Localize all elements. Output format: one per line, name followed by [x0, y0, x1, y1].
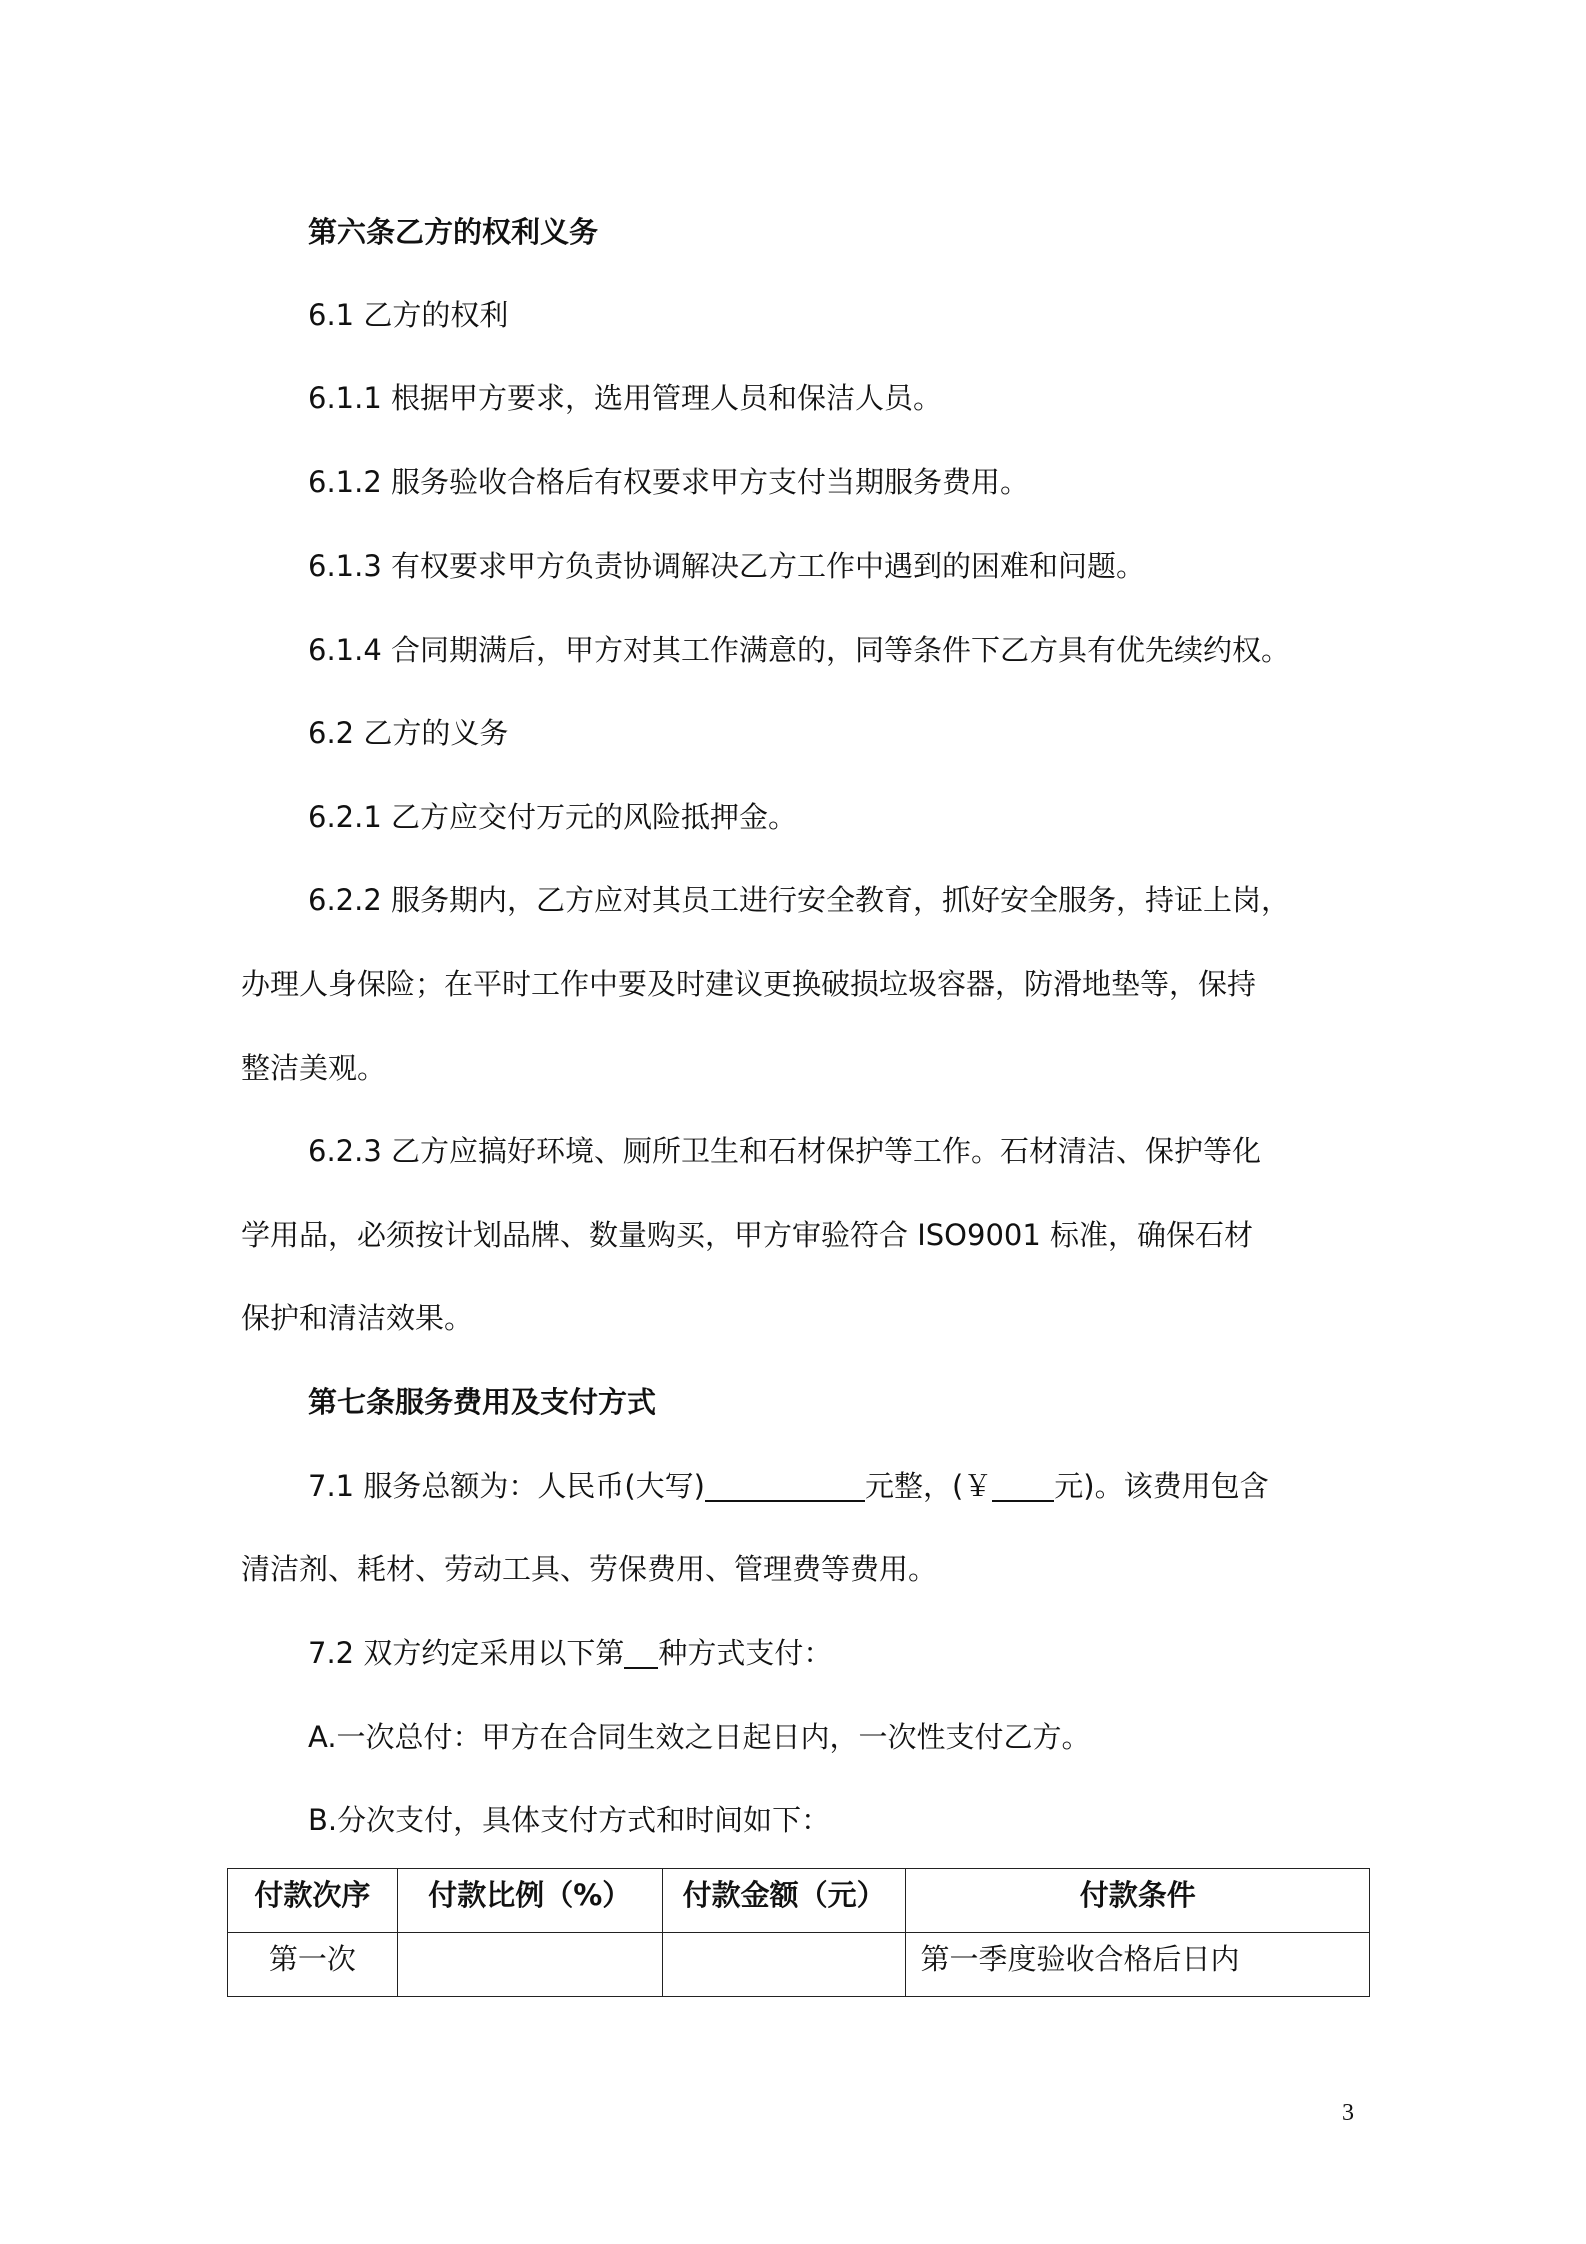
payment-table	[227, 1868, 1370, 1997]
clause-6-2-3-line3: 保护和清洁效果。	[241, 1301, 474, 1335]
clause-7-1-text-a: 7.1 服务总额为：人民币(大写)	[308, 1469, 705, 1503]
cell-condition: 第一季度验收合格后日内	[906, 1933, 1370, 1997]
cell-order: 第一次	[228, 1933, 398, 1997]
clause-6-2-3-line2: 学用品，必须按计划品牌、数量购买，甲方审验符合 ISO9001 标准，确保石材	[241, 1218, 1254, 1252]
header-payment-order: 付款次序	[228, 1869, 398, 1933]
header-payment-ratio: 付款比例（%）	[397, 1869, 662, 1933]
clause-6-2-1: 6.2.1 乙方应交付万元的风险抵押金。	[308, 800, 798, 834]
section-6-title: 第六条乙方的权利义务	[308, 215, 599, 249]
header-payment-condition: 付款条件	[906, 1869, 1370, 1933]
clause-6-1: 6.1 乙方的权利	[308, 298, 509, 332]
clause-6-2-2-line3: 整洁美观。	[241, 1051, 387, 1085]
clause-7-2	[308, 1633, 832, 1673]
clause-7-1-text-c: 元)。该费用包含	[1054, 1469, 1269, 1503]
option-b: B.分次支付，具体支付方式和时间如下：	[308, 1803, 831, 1837]
clause-6-2: 6.2 乙方的义务	[308, 716, 509, 750]
clause-7-1-text-b: 元整，(￥	[864, 1469, 993, 1503]
clause-6-1-2: 6.1.2 服务验收合格后有权要求甲方支付当期服务费用。	[308, 465, 1030, 499]
clause-6-2-2-line2: 办理人身保险；在平时工作中要及时建议更换破损垃圾容器，防滑地垫等，保持	[241, 967, 1257, 1001]
section-7-title: 第七条服务费用及支付方式	[308, 1385, 657, 1419]
amount-number-blank[interactable]	[992, 1470, 1054, 1502]
payment-method-blank[interactable]	[624, 1637, 658, 1669]
clause-7-2-text-a: 7.2 双方约定采用以下第	[308, 1636, 625, 1670]
table-header-row	[228, 1869, 1370, 1933]
clause-7-1-line2: 清洁剂、耗材、劳动工具、劳保费用、管理费等费用。	[241, 1552, 938, 1586]
clause-6-1-4: 6.1.4 合同期满后，甲方对其工作满意的，同等条件下乙方具有优先续约权。	[308, 633, 1291, 667]
clause-6-2-2-line1: 6.2.2 服务期内，乙方应对其员工进行安全教育，抓好安全服务，持证上岗，	[308, 883, 1291, 917]
clause-6-2-3-line1: 6.2.3 乙方应搞好环境、厕所卫生和石材保护等工作。石材清洁、保护等化	[308, 1134, 1262, 1168]
page-number: 3	[1342, 2100, 1354, 2126]
amount-words-blank[interactable]	[705, 1470, 865, 1502]
clause-7-1-line1	[308, 1466, 1269, 1506]
cell-ratio[interactable]	[397, 1933, 662, 1997]
clause-6-1-3: 6.1.3 有权要求甲方负责协调解决乙方工作中遇到的困难和问题。	[308, 549, 1146, 583]
cell-amount[interactable]	[662, 1933, 906, 1997]
table-row	[228, 1933, 1370, 1997]
clause-6-1-1: 6.1.1 根据甲方要求，选用管理人员和保洁人员。	[308, 381, 943, 415]
header-payment-amount: 付款金额（元）	[662, 1869, 906, 1933]
clause-7-2-text-b: 种方式支付：	[658, 1636, 833, 1670]
option-a: A.一次总付：甲方在合同生效之日起日内，一次性支付乙方。	[308, 1720, 1091, 1754]
